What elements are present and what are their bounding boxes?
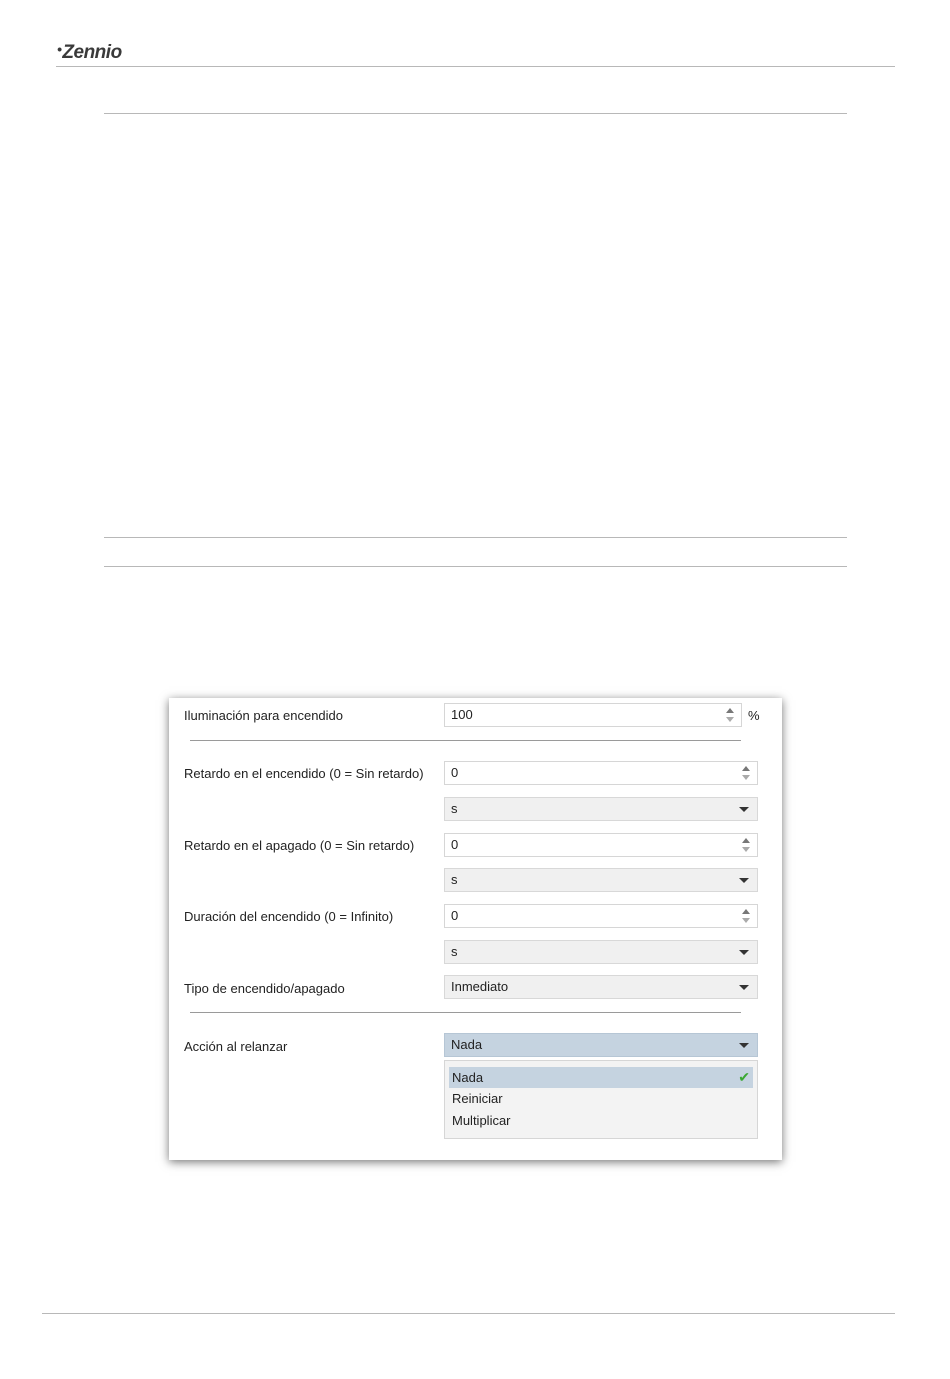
spin-arrows-icon[interactable]: [741, 764, 751, 782]
dropdown-option-nada[interactable]: [449, 1067, 753, 1088]
on-duration-input[interactable]: [444, 904, 758, 928]
dropdown-option-reiniciar[interactable]: [449, 1088, 753, 1109]
illumination-value: 100: [451, 707, 473, 722]
on-delay-unit-value: s: [451, 801, 458, 816]
on-delay-label: Retardo en el encendido (0 = Sin retardo): [184, 766, 424, 781]
off-delay-value: 0: [451, 837, 459, 852]
dropdown-option-multiplicar[interactable]: [449, 1110, 753, 1131]
chevron-down-icon: [739, 985, 749, 990]
chevron-down-icon: [739, 807, 749, 812]
relaunch-action-select[interactable]: [444, 1033, 758, 1057]
logo-dot: •: [57, 41, 62, 57]
off-delay-label: Retardo en el apagado (0 = Sin retardo): [184, 838, 415, 853]
on-duration-label: Duración del encendido (0 = Infinito): [184, 909, 394, 924]
off-delay-unit-value: s: [451, 872, 458, 887]
option-label: Reiniciar: [452, 1091, 503, 1106]
relaunch-action-value: Nada: [451, 1037, 483, 1052]
on-delay-input[interactable]: [444, 761, 758, 785]
relaunch-action-dropdown-list: [444, 1060, 758, 1139]
on-delay-unit-select[interactable]: [444, 797, 758, 821]
on-duration-unit-select[interactable]: [444, 940, 758, 964]
logo-text: Zennio: [62, 42, 122, 63]
chevron-down-icon: [739, 878, 749, 883]
header-divider: [56, 66, 895, 67]
on-duration-value: 0: [451, 908, 459, 923]
on-off-type-value: Inmediato: [451, 979, 509, 994]
chevron-down-icon: [739, 950, 749, 955]
option-label: Nada: [452, 1070, 484, 1085]
section-divider-mid-1: [104, 537, 847, 538]
illumination-label: Iluminación para encendido: [184, 708, 343, 723]
section-divider-top: [104, 113, 847, 114]
illumination-input[interactable]: [444, 703, 742, 727]
option-label: Multiplicar: [452, 1113, 511, 1128]
zennio-logo: [57, 42, 122, 64]
separator: [190, 1012, 741, 1013]
check-icon: ✔: [738, 1069, 750, 1085]
spin-arrows-icon[interactable]: [725, 706, 735, 724]
on-off-type-label: Tipo de encendido/apagado: [184, 981, 345, 996]
off-delay-input[interactable]: [444, 833, 758, 857]
on-duration-unit-value: s: [451, 944, 458, 959]
on-off-type-select[interactable]: [444, 975, 758, 999]
chevron-down-icon: [739, 1043, 749, 1048]
relaunch-action-label: Acción al relanzar: [184, 1039, 288, 1054]
settings-panel: [169, 698, 782, 1160]
off-delay-unit-select[interactable]: [444, 868, 758, 892]
separator: [190, 740, 741, 741]
on-delay-value: 0: [451, 765, 459, 780]
illumination-unit: %: [748, 708, 760, 723]
footer-divider: [42, 1313, 895, 1314]
spin-arrows-icon[interactable]: [741, 907, 751, 925]
spin-arrows-icon[interactable]: [741, 836, 751, 854]
section-divider-mid-2: [104, 566, 847, 567]
